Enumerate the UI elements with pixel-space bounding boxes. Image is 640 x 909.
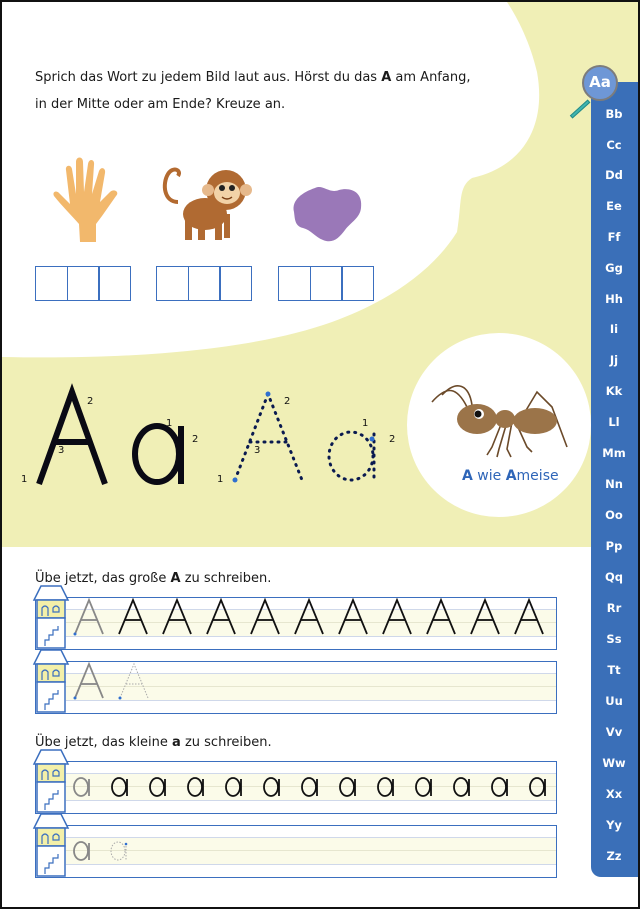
answer-boxes-monkey bbox=[156, 266, 251, 301]
letter-stroke-demo bbox=[17, 382, 417, 492]
sidebar-item-o[interactable]: Oo bbox=[605, 508, 623, 522]
sidebar-item-y[interactable]: Yy bbox=[606, 818, 622, 832]
writing-row-lower-1[interactable] bbox=[35, 761, 557, 814]
sidebar-item-d[interactable]: Dd bbox=[605, 168, 623, 182]
sidebar-item-c[interactable]: Cc bbox=[606, 138, 622, 152]
sidebar-item-k[interactable]: Kk bbox=[605, 384, 623, 398]
house-icon bbox=[32, 748, 70, 816]
house-icon bbox=[32, 812, 70, 880]
answer-box-start[interactable] bbox=[156, 266, 189, 301]
sidebar-item-n[interactable]: Nn bbox=[605, 477, 623, 491]
purple-blob-image bbox=[289, 182, 365, 246]
svg-text:1: 1 bbox=[362, 418, 369, 429]
traced-uppercase-a-sample bbox=[72, 662, 172, 702]
sidebar-item-g[interactable]: Gg bbox=[605, 261, 623, 275]
ant-image bbox=[427, 377, 577, 462]
writing-row-lower-2[interactable] bbox=[35, 825, 557, 878]
house-icon bbox=[32, 584, 70, 652]
svg-text:3: 3 bbox=[254, 445, 261, 456]
traced-lowercase-a-sample bbox=[72, 826, 172, 866]
answer-box-end[interactable] bbox=[219, 266, 252, 301]
answer-box-end[interactable] bbox=[341, 266, 374, 301]
answer-box-start[interactable] bbox=[278, 266, 311, 301]
house-icon bbox=[32, 648, 70, 716]
sidebar-item-w[interactable]: Ww bbox=[602, 756, 626, 770]
svg-text:2: 2 bbox=[389, 434, 396, 445]
mascot-label: A wie Ameise bbox=[462, 468, 559, 484]
alphabet-sidebar bbox=[591, 82, 640, 877]
solid-lowercase-a bbox=[135, 426, 181, 484]
practice-lower-instruction: Übe jetzt, das kleine a zu schreiben. bbox=[35, 735, 272, 750]
sidebar-item-t[interactable]: Tt bbox=[607, 663, 621, 677]
task1-instruction: Sprich das Wort zu jedem Bild laut aus. Hörst du das A am Anfang, in der Mitte oder am Ende? Kreuze an. bbox=[35, 70, 471, 112]
sidebar-item-f[interactable]: Ff bbox=[607, 230, 621, 244]
monkey-image bbox=[160, 162, 254, 244]
answer-box-middle[interactable] bbox=[67, 266, 100, 301]
answer-boxes-blob bbox=[278, 266, 373, 301]
sidebar-item-e[interactable]: Ee bbox=[606, 199, 622, 213]
dotted-uppercase-a bbox=[235, 394, 302, 480]
traced-lowercase-a-row bbox=[72, 762, 558, 802]
answer-box-middle[interactable] bbox=[188, 266, 221, 301]
svg-text:1: 1 bbox=[21, 474, 28, 485]
svg-text:2: 2 bbox=[87, 396, 94, 407]
answer-box-start[interactable] bbox=[35, 266, 68, 301]
sidebar-item-z[interactable]: Zz bbox=[606, 849, 622, 863]
sidebar-item-q[interactable]: Qq bbox=[604, 570, 623, 584]
sidebar-item-x[interactable]: Xx bbox=[605, 787, 623, 801]
dotted-lowercase-a bbox=[329, 432, 374, 480]
solid-uppercase-a bbox=[39, 392, 105, 484]
answer-box-middle[interactable] bbox=[310, 266, 343, 301]
writing-row-upper-2[interactable] bbox=[35, 661, 557, 714]
svg-text:2: 2 bbox=[284, 396, 291, 407]
sidebar-item-i[interactable]: Ii bbox=[609, 322, 619, 336]
sidebar-item-s[interactable]: Ss bbox=[606, 632, 622, 646]
practice-upper-instruction: Übe jetzt, das große A zu schreiben. bbox=[35, 571, 272, 586]
svg-text:1: 1 bbox=[166, 418, 173, 429]
sidebar-item-b[interactable]: Bb bbox=[605, 107, 623, 121]
hand-image bbox=[52, 154, 122, 244]
sidebar-item-u[interactable]: Uu bbox=[605, 694, 623, 708]
sidebar-item-a-active[interactable]: Aa bbox=[582, 65, 618, 101]
sidebar-item-j[interactable]: Jj bbox=[609, 353, 619, 367]
sidebar-item-v[interactable]: Vv bbox=[605, 725, 623, 739]
svg-text:2: 2 bbox=[192, 434, 199, 445]
answer-box-end[interactable] bbox=[98, 266, 131, 301]
sidebar-item-m[interactable]: Mm bbox=[602, 446, 626, 460]
svg-text:3: 3 bbox=[58, 445, 65, 456]
svg-text:1: 1 bbox=[217, 474, 224, 485]
sidebar-item-p[interactable]: Pp bbox=[605, 539, 623, 553]
sidebar-item-r[interactable]: Rr bbox=[606, 601, 622, 615]
sidebar-item-h[interactable]: Hh bbox=[605, 292, 623, 306]
sidebar-item-l[interactable]: Ll bbox=[608, 415, 620, 429]
traced-uppercase-a-row bbox=[72, 598, 558, 638]
writing-row-upper-1[interactable] bbox=[35, 597, 557, 650]
answer-boxes-hand bbox=[35, 266, 130, 301]
